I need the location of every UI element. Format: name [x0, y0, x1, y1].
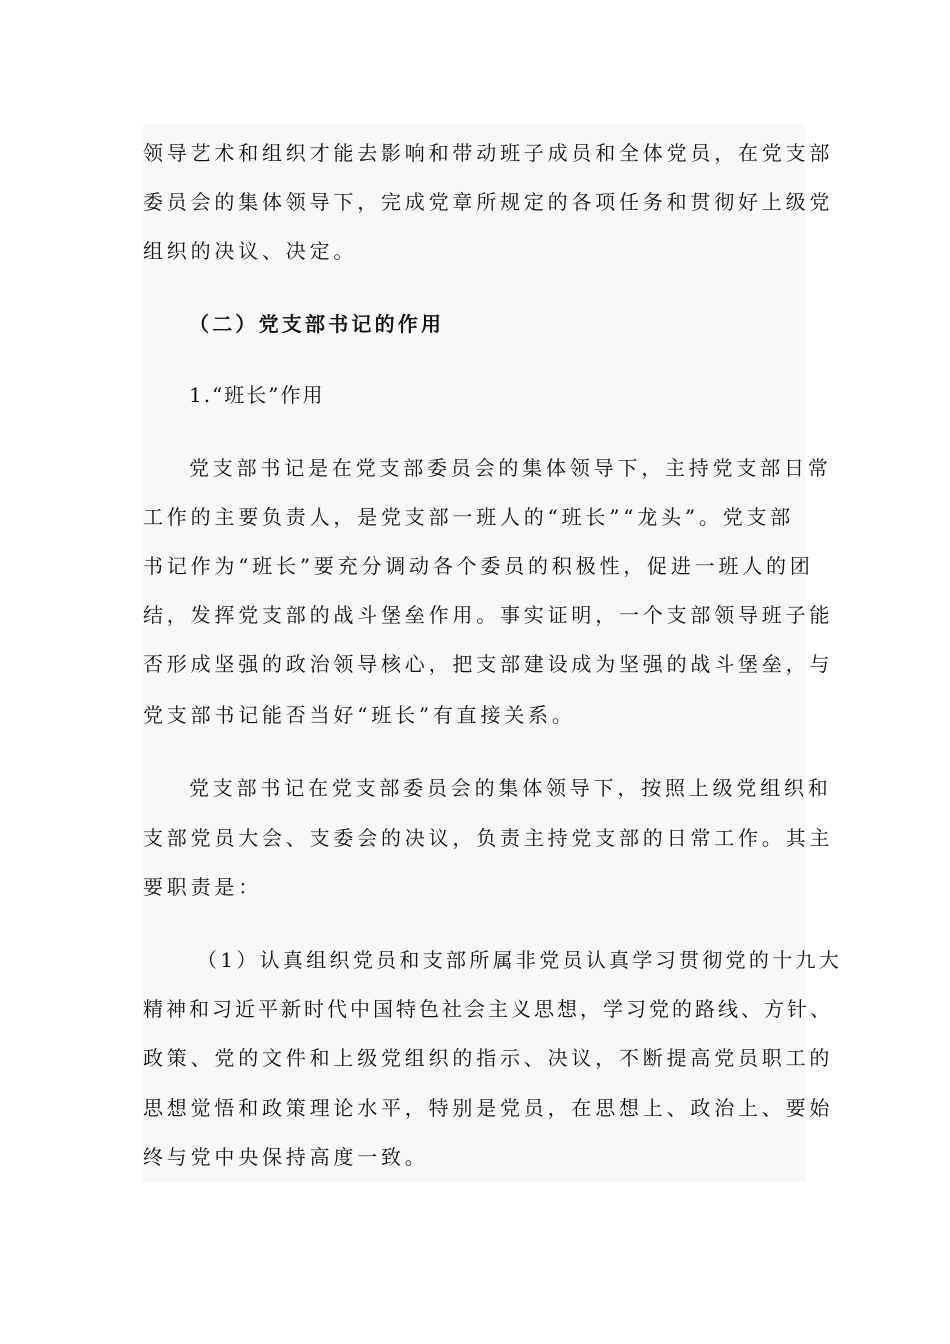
paragraph-line: 终与党中央保持高度一致。 — [143, 1145, 429, 1169]
section-heading: （二）党支部书记的作用 — [189, 312, 445, 336]
paragraph-line: 思想觉悟和政策理论水平，特别是党员，在思想上、政治上、要始 — [143, 1096, 834, 1120]
subsection-heading: 1.“班长”作用 — [189, 383, 325, 407]
paragraph-line: （1）认真组织党员和支部所属非党员认真学习贯彻党的十九大 — [197, 948, 843, 972]
paragraph-line: 否形成坚强的政治领导核心，把支部建设成为坚强的战斗堡垒，与 — [143, 652, 834, 676]
paragraph-line: 结，发挥党支部的战斗堡垒作用。事实证明，一个支部领导班子能 — [143, 603, 834, 627]
paragraph-line: 书记作为“班长”要充分调动各个委员的积极性，促进一班人的团 — [143, 554, 814, 578]
paragraph-line: 政策、党的文件和上级党组织的指示、决议，不断提高党员职工的 — [143, 1046, 834, 1070]
paragraph-line: 组织的决议、决定。 — [143, 239, 358, 263]
paragraph-line: 党支部书记在党支部委员会的集体领导下，按照上级党组织和 — [189, 776, 832, 800]
paragraph-line: 委员会的集体领导下，完成党章所规定的各项任务和贯彻好上级党 — [143, 190, 834, 214]
paragraph-line: 党支部书记是在党支部委员会的集体领导下，主持党支部日常 — [189, 456, 832, 480]
paragraph-line: 要职责是： — [143, 875, 262, 899]
paragraph-line: 工作的主要负责人，是党支部一班人的“班长”“龙头”。党支部 — [143, 505, 795, 529]
paragraph-line: 支部党员大会、支委会的决议，负责主持党支部的日常工作。其主 — [143, 826, 834, 850]
paragraph-line: 领导艺术和组织才能去影响和带动班子成员和全体党员，在党支部 — [143, 141, 834, 165]
paragraph-line: 精神和习近平新时代中国特色社会主义思想，学习党的路线、方针、 — [143, 997, 833, 1021]
document-text-block — [143, 124, 843, 1182]
paragraph-line: 党支部书记能否当好“班长”有直接关系。 — [143, 703, 576, 727]
